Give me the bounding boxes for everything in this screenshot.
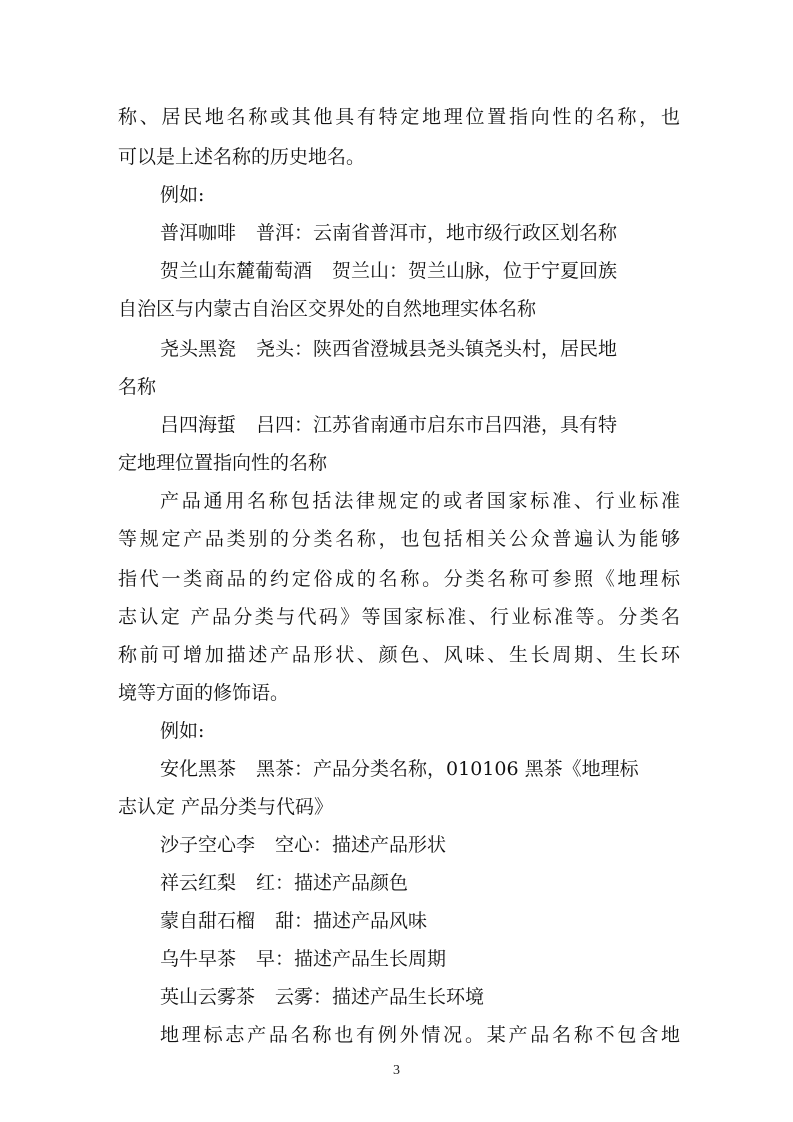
example-term: 蒙自甜石榴 (160, 910, 256, 932)
paragraph-line: 产品通用名称包括法律规定的或者国家标准、行业标准 (160, 490, 680, 512)
paragraph-line: 可以是上述名称的历史地名。 (118, 146, 366, 168)
example-line (160, 908, 680, 934)
example-label: 例如: (160, 184, 205, 206)
example-desc: 尧头：陕西省澄城县尧头镇尧头村，居民地 (256, 338, 618, 360)
example-line (160, 870, 680, 896)
page-number: 3 (393, 1063, 400, 1078)
paragraph-line: 志认定 产品分类与代码》等国家标准、行业标准等。分类名 (118, 606, 680, 628)
example-line (160, 756, 680, 782)
example-term: 安化黑茶 (160, 758, 237, 780)
example-term: 尧头黑瓷 (160, 338, 237, 360)
example-desc: 黑茶：产品分类名称，010106 黑茶《地理标 (256, 758, 639, 780)
example-term: 普洱咖啡 (160, 222, 237, 244)
example-line (160, 220, 680, 246)
example-desc: 贺兰山：贺兰山脉，位于宁夏回族 (332, 260, 618, 282)
example-term: 祥云红梨 (160, 872, 237, 894)
example-label: 例如: (160, 720, 205, 742)
paragraph-line: 地理标志产品名称也有例外情况。某产品名称不包含地 (160, 1024, 680, 1046)
paragraph-line: 境等方面的修饰语。 (118, 682, 290, 704)
example-desc: 甜：描述产品风味 (275, 910, 428, 932)
example-desc: 吕四：江苏省南通市启东市吕四港，具有特 (256, 414, 618, 436)
example-line (160, 984, 680, 1010)
paragraph-line: 称前可增加描述产品形状、颜色、风味、生长周期、生长环 (118, 644, 680, 666)
example-line (160, 412, 680, 438)
paragraph-line: 称、居民地名称或其他具有特定地理位置指向性的名称，也 (118, 106, 680, 128)
example-line (160, 336, 680, 362)
example-line-continued: 自治区与内蒙古自治区交界处的自然地理实体名称 (118, 298, 537, 320)
example-desc: 普洱：云南省普洱市，地市级行政区划名称 (256, 222, 618, 244)
example-desc: 空心：描述产品形状 (275, 834, 447, 856)
example-line (160, 258, 680, 284)
example-desc: 早：描述产品生长周期 (256, 948, 447, 970)
example-line-continued: 志认定 产品分类与代码》 (118, 796, 334, 818)
example-line-continued: 名称 (118, 376, 157, 398)
example-term: 吕四海蜇 (160, 414, 237, 436)
example-desc: 云雾：描述产品生长环境 (275, 986, 485, 1008)
example-term: 英山云雾茶 (160, 986, 256, 1008)
paragraph-line: 指代一类商品的约定俗成的名称。分类名称可参照《地理标 (118, 568, 680, 590)
paragraph-line: 等规定产品类别的分类名称，也包括相关公众普遍认为能够 (118, 528, 680, 550)
example-term: 沙子空心李 (160, 834, 256, 856)
example-desc: 红：描述产品颜色 (256, 872, 409, 894)
example-line-continued: 定地理位置指向性的名称 (118, 452, 328, 474)
example-term: 乌牛早茶 (160, 948, 237, 970)
example-line (160, 946, 680, 972)
example-term: 贺兰山东麓葡萄酒 (160, 260, 313, 282)
example-line (160, 832, 680, 858)
